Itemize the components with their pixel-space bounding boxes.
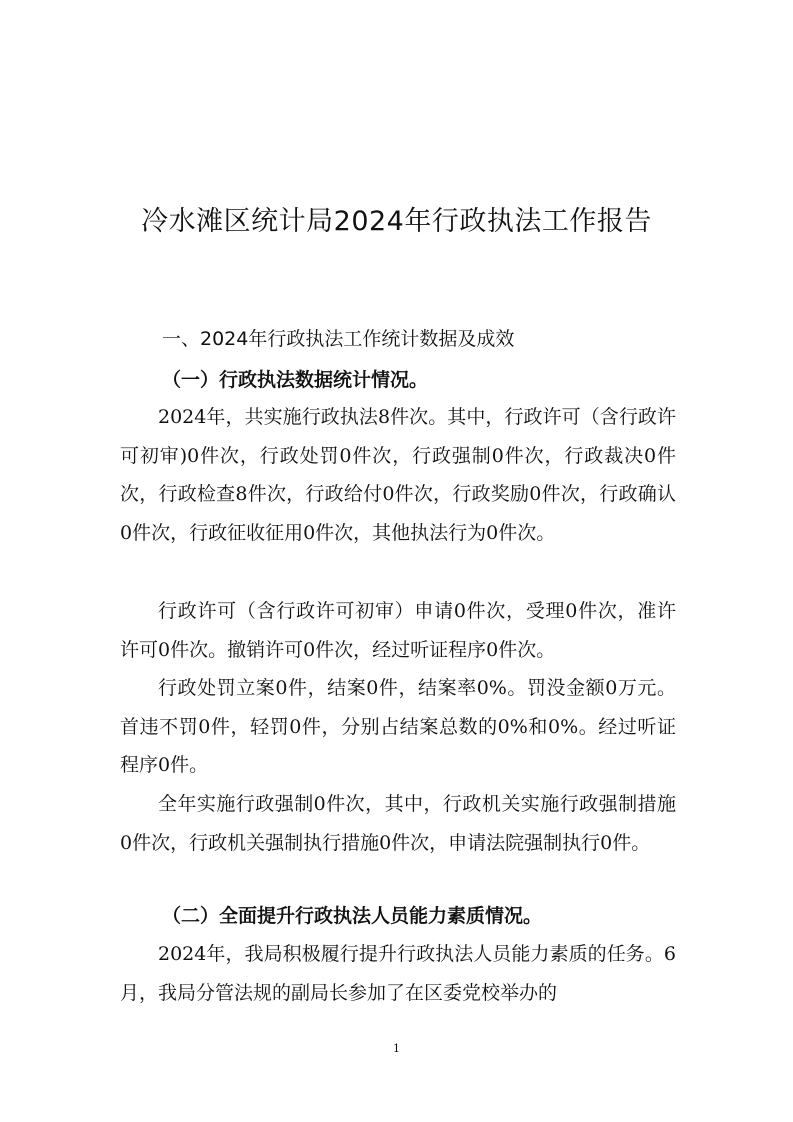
subsection-heading: （一）行政执法数据统计情况。	[162, 369, 429, 391]
paragraph: 行政许可（含行政许可初审）申请0件次，受理0件次，准许许可0件次。撤销许可0件次，经过听证程序0件次。	[120, 600, 676, 661]
section-heading: 一、2024年行政执法工作统计数据及成效	[162, 328, 515, 350]
page-number: 1	[393, 1042, 400, 1055]
subsection-heading: （二）全面提升行政执法人员能力素质情况。	[162, 905, 543, 927]
paragraph: 全年实施行政强制0件次，其中，行政机关实施行政强制措施0件次，行政机关强制执行措施0件次，申请法院强制执行0件。	[120, 793, 676, 854]
paragraph: 2024年，共实施行政执法8件次。其中，行政许可（含行政许可初审)0件次，行政处罚0件次，行政强制0件次，行政裁决0件次，行政检查8件次，行政给付0件次，行政奖励0件次，行政确认0件次，行政征收征用0件次，其他执法行为0件次。	[120, 406, 676, 544]
paragraph: 2024年，我局积极履行提升行政执法人员能力素质的任务。6月，我局分管法规的副局长参加了在区委党校举办的	[120, 943, 676, 1004]
paragraph: 行政处罚立案0件，结案0件，结案率0%。罚没金额0万元。首违不罚0件，轻罚0件，分别占结案总数的0%和0%。经过听证程序0件。	[120, 677, 676, 776]
document-title: 冷水滩区统计局2024年行政执法工作报告	[141, 206, 652, 237]
